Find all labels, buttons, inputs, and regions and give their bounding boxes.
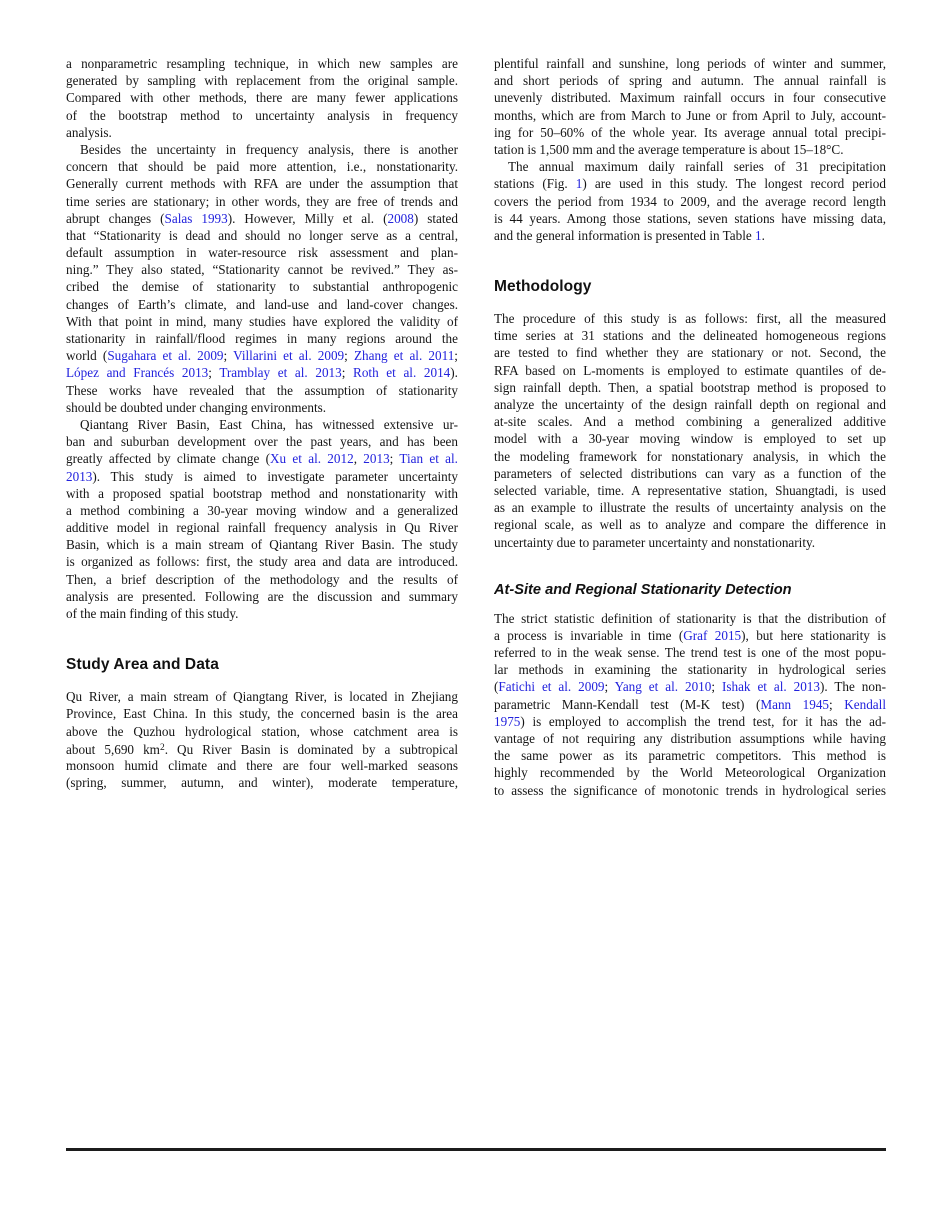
paragraph <box>494 610 886 799</box>
text-line: monsoon humid climate and there are four well-marked seasons <box>66 757 458 773</box>
text-line: months, which are from March to June or from April to July, account- <box>494 107 886 123</box>
text-line: 2013). This study is aimed to investigate parameter uncertainty <box>66 468 458 484</box>
text-line: Compared with other methods, there are many fewer applications <box>66 90 458 106</box>
text-line: cribed the demise of stationarity to substantial anthropogenic <box>66 279 458 295</box>
text-line: world (Sugahara et al. 2009; Villarini et al. 2009; Zhang et al. 2011; <box>66 348 458 364</box>
citation-link[interactable]: 1 <box>755 227 762 243</box>
text-line: López and Francés 2013; Tramblay et al. 2013; Roth et al. 2014). <box>66 365 458 381</box>
text-line: regional scale, as well as to analyze and compare the difference in <box>494 517 886 533</box>
text-line: Basin, which is a main stream of Qiantang River Basin. The study <box>66 537 458 553</box>
text-line: stations (Fig. 1) are used in this study. The longest record period <box>494 176 886 192</box>
citation-link[interactable]: Zhang et al. 2011 <box>353 348 455 364</box>
citation-link[interactable]: Fatichi et al. 2009 <box>498 679 605 695</box>
citation-link[interactable]: López and Francés 2013 <box>66 365 209 381</box>
text-line: Province, East China. In this study, the concerned basin is the area <box>66 706 458 722</box>
text-line: and short periods of spring and autumn. The annual rainfall is <box>494 73 886 89</box>
text-line: parametric Mann-Kendall test (M-K test) (Mann 1945; Kendall <box>494 696 886 712</box>
text-line: at-site scales. And a method combining a generalized additive <box>494 414 886 430</box>
citation-link[interactable]: Yang et al. 2010 <box>614 679 712 695</box>
text-line: analyze the uncertainty of the design rainfall depth on regional and <box>494 397 886 412</box>
citation-link[interactable]: Kendall <box>844 696 886 712</box>
paragraph <box>66 141 458 416</box>
citation-link[interactable]: Tramblay et al. 2013 <box>219 365 342 381</box>
paragraph <box>66 416 458 622</box>
citation-link[interactable]: Sugahara et al. 2009 <box>107 348 224 364</box>
text-line: about 5,690 $km^2$. Qu River Basin is dominated by a subtropical <box>66 741 458 757</box>
text-line: as an example to illustrate the results of uncertainty analysis on the <box>494 500 886 516</box>
text-line: RFA based on L-moments is employed to estimate quantiles of de- <box>494 362 886 378</box>
citation-link[interactable]: 2013 <box>66 468 93 484</box>
text-line: The annual maximum daily rainfall series of 31 precipitation <box>508 159 886 175</box>
text-line: to assess the significance of monotonic trends in hydrological series <box>494 782 886 798</box>
text-line: ban and suburban development over the past years, and has been <box>66 434 458 450</box>
text-line: greatly affected by climate change (Xu et al. 2012, 2013; Tian et al. <box>66 451 458 467</box>
text-line: analysis. <box>66 124 112 140</box>
citation-link[interactable]: 2008 <box>387 210 414 226</box>
subheading-at-site-and-regional-stationarity-detection: At-Site and Regional Stationarity Detection <box>494 581 792 598</box>
text-line: generated by sampling with replacement from the original sample. <box>66 73 458 89</box>
text-line: covers the period from 1934 to 2009, and the average record length <box>494 193 886 209</box>
text-line: time series are stationary; in other words, they are free of trends and <box>66 193 458 209</box>
citation-link[interactable]: Tian et al. <box>399 451 458 467</box>
text-line: vantage of not requiring any distribution assumptions while having <box>494 731 886 746</box>
paragraph <box>66 688 458 791</box>
right-column <box>494 55 886 799</box>
citation-link[interactable]: Mann 1945 <box>760 696 830 712</box>
text-line: sign rainfall depth. Then, a spatial bootstrap method is proposed to <box>494 379 886 395</box>
text-line: additive model in regional rainfall frequency analysis in Qu River <box>66 520 458 536</box>
text-line: abrupt changes (Salas 1993). However, Milly et al. (2008) stated <box>66 210 458 226</box>
text-line: 1975) is employed to accomplish the trend test, for it has the ad- <box>494 713 886 729</box>
heading-methodology: Methodology <box>494 278 592 296</box>
text-line: highly recommended by the World Meteorological Organization <box>494 765 886 781</box>
text-line: analysis are presented. Following are the discussion and summary <box>66 588 458 604</box>
citation-link[interactable]: Villarini et al. 2009 <box>233 348 345 364</box>
text-line: of the main finding of this study. <box>66 606 239 621</box>
text-line: parameters of selected distributions can vary as a function of the <box>494 465 886 481</box>
text-line: the modeling framework for nonstationary analysis, in which the <box>494 448 886 464</box>
text-line: a process is invariable in time (Graf 2015), but here stationarity is <box>494 627 886 643</box>
text-line: (spring, summer, autumn, and winter), moderate temperature, <box>66 775 458 791</box>
text-line: is organized as follows: first, the study area and data are introduced. <box>66 554 458 570</box>
citation-link[interactable]: Graf 2015 <box>683 627 742 643</box>
text-line: stationarity in rainfall/flood regimes in many regions around the <box>66 331 458 346</box>
text-line: concern that should be paid more attention, i.e., nonstationarity. <box>66 159 458 175</box>
text-line: unevenly distributed. Maximum rainfall occurs in four consecutive <box>494 90 886 106</box>
text-line: should be doubted under changing environments. <box>66 399 327 415</box>
text-line: With that point in mind, many studies have explored the validity of <box>66 313 458 329</box>
text-line: time series at 31 stations and the delineated homogeneous regions <box>494 328 886 344</box>
citation-link[interactable]: Salas 1993 <box>164 210 228 226</box>
text-line: Generally current methods with RFA are under the assumption that <box>66 176 458 192</box>
text-line: a nonparametric resampling technique, in which new samples are <box>66 56 458 71</box>
text-line: plentiful rainfall and sunshine, long periods of winter and summer, <box>494 56 886 71</box>
text-line: Qu River, a main stream of Qiangtang River, is located in Zhejiang <box>66 689 458 705</box>
text-line: above the Quzhou hydrological station, whose catchment area is <box>66 723 458 739</box>
text-line: of the bootstrap method to uncertainty analysis in frequency <box>66 107 458 123</box>
citation-link[interactable]: 1 <box>575 176 583 192</box>
text-line: with a proposed spatial bootstrap method and nonstationarity with <box>66 485 458 501</box>
heading-study-area-and-data: Study Area and Data <box>66 656 219 674</box>
text-line: a method combining a 30-year moving window and a generalized <box>66 502 458 518</box>
text-line: Qiantang River Basin, East China, has witnessed extensive ur- <box>80 416 458 432</box>
superscript: 2 <box>159 742 165 753</box>
left-column <box>66 55 458 791</box>
text-line: are tested to find whether they are stationary or not. Second, the <box>494 345 886 361</box>
text-line: ing for 50–60% of the whole year. Its average annual total precipi- <box>494 124 886 140</box>
citation-link[interactable]: Xu et al. 2012 <box>270 451 354 467</box>
text-line: tation is 1,500 mm and the average temperature is about 15–18°C. <box>494 141 844 157</box>
text-line: These works have revealed that the assumption of stationarity <box>66 382 458 398</box>
footer-rule <box>66 1148 886 1151</box>
text-line: selected variable, time. A representative station, Shuangtadi, is used <box>494 482 886 498</box>
text-line: that “Stationarity is dead and should no longer serve as a central, <box>66 227 458 243</box>
text-line: the same power as its parametric competitors. This method is <box>494 748 886 764</box>
text-line: changes of Earth’s climate, and land-use and land-cover changes. <box>66 296 458 312</box>
text-line: referred to in the weak sense. The trend test is one of the most popu- <box>494 645 886 661</box>
text-line: The procedure of this study is as follows: first, all the measured <box>494 311 886 327</box>
text-line: Besides the uncertainty in frequency analysis, there is another <box>80 141 458 157</box>
paragraph <box>66 55 458 141</box>
citation-link[interactable]: 2013 <box>363 451 390 467</box>
citation-link[interactable]: Roth et al. 2014 <box>353 365 451 381</box>
citation-link[interactable]: Ishak et al. 2013 <box>721 679 820 695</box>
text-line: uncertainty due to parameter uncertainty and nonstationarity. <box>494 534 816 550</box>
text-line: lar methods in examining the stationarity in hydrological series <box>494 662 886 678</box>
text-line: The strict statistic definition of stationarity is that the distribution of <box>494 610 886 626</box>
paragraph <box>494 158 886 244</box>
text-line: Then, a brief description of the methodology and the results of <box>66 571 458 587</box>
text-line: and the general information is presented in Table 1. <box>494 227 765 243</box>
text-line: (Fatichi et al. 2009; Yang et al. 2010; Ishak et al. 2013). The non- <box>494 679 886 695</box>
text-line: is 44 years. Among those stations, seven stations have missing data, <box>494 210 886 226</box>
text-line: ning.” They also stated, “Stationarity cannot be revived.” They as- <box>66 262 458 278</box>
paragraph <box>494 55 886 158</box>
paragraph <box>494 310 886 551</box>
text-line: default assumption in water-resource risk assessment and plan- <box>66 245 458 261</box>
text-line: model with a 30-year moving window is employed to set up <box>494 431 886 447</box>
citation-link[interactable]: 1975 <box>494 713 521 729</box>
